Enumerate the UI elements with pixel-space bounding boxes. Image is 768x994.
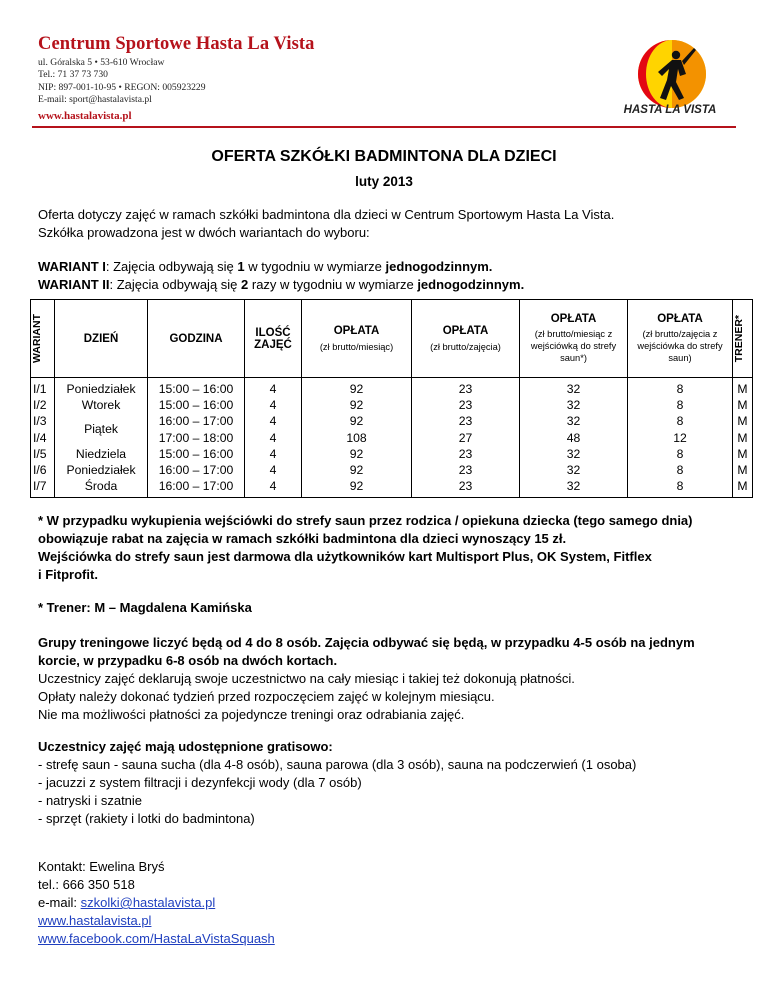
contact-email-line: e-mail: szkolki@hastalavista.pl	[38, 895, 216, 910]
col-wariant: I/1 I/2 I/3 I/4 I/5 I/6 I/7	[31, 378, 55, 498]
table-body-row	[31, 378, 753, 498]
col-oplata-miesiac: 92 92 92 108 92 92 92	[302, 378, 412, 498]
hasta-la-vista-logo-icon	[622, 38, 722, 133]
groups-info	[38, 634, 695, 724]
header-divider	[32, 126, 736, 128]
contact	[38, 858, 275, 948]
company-nip: NIP: 897-001-10-95 • REGON: 005923229	[38, 81, 206, 93]
groups-line: korcie, w przypadku 6-8 osób na dwóch kortach.	[38, 653, 338, 668]
logo-text: HASTA LA VISTA	[623, 104, 717, 116]
company-address: ul. Góralska 5 • 53-610 Wrocław	[38, 57, 165, 68]
col-oplata-zajecia-sauna: 8 8 8 12 8 8 8	[628, 378, 733, 498]
header-oplata-zajecia: OPŁATA (zł brutto/zajęcia)	[412, 300, 520, 378]
company-email: E-mail: sport@hastalavista.pl	[38, 94, 152, 106]
header-trener: TRENER*	[733, 300, 753, 378]
contact-name: Kontakt: Ewelina Bryś	[38, 859, 165, 874]
amenity-item: - strefę saun - sauna sucha (dla 4-8 osób), sauna parowa (dla 3 osób), sauna na podczerwień (1 osoba)	[38, 757, 637, 772]
sauna-note-line: obowiązuje rabat na zajęcia w ramach szkółki badmintona dla dzieci wynoszący 15 zł.	[38, 531, 567, 546]
header-oplata-zajecia-sauna: OPŁATA (zł brutto/zajęcia z wejściówka do strefy saun)	[628, 300, 733, 378]
amenities-heading: Uczestnicy zajęć mają udostępnione gratisowo:	[38, 739, 333, 754]
groups-line: Uczestnicy zajęć deklarują swoje uczestnictwo na cały miesiąc i takiej też dokonują płatności.	[38, 671, 575, 686]
header-wariant: WARIANT	[31, 300, 55, 378]
contact-facebook-link[interactable]: www.facebook.com/HastaLaVistaSquash	[38, 931, 275, 946]
amenities	[38, 738, 636, 828]
header-oplata-miesiac-sauna: OPŁATA (zł brutto/miesiąc z wejściówką do strefy saun*)	[520, 300, 628, 378]
header-dzien: DZIEŃ	[55, 300, 148, 378]
col-trener: M M M M M M M	[733, 378, 753, 498]
page-title: OFERTA SZKÓŁKI BADMINTONA DLA DZIECI	[211, 148, 557, 165]
col-dzien: Poniedziałek Wtorek Piątek Niedziela Poniedziałek Środa	[55, 378, 148, 498]
intro-line: Szkółka prowadzona jest w dwóch wariantach do wyboru:	[38, 225, 370, 240]
sauna-note	[38, 512, 693, 584]
variant-1-line: WARIANT I: Zajęcia odbywają się 1 w tygodniu w wymiarze jednogodzinnym.	[38, 259, 493, 274]
company-phone: Tel.: 71 37 73 730	[38, 69, 108, 81]
contact-phone: tel.: 666 350 518	[38, 877, 135, 892]
groups-line: Grupy treningowe liczyć będą od 4 do 8 osób. Zajęcia odbywać się będą, w przypadku 4-5 osób na jednym	[38, 635, 695, 650]
groups-line: Nie ma możliwości płatności za pojedyncze treningi oraz odrabiania zajęć.	[38, 707, 465, 722]
col-ilosc: 4 4 4 4 4 4 4	[245, 378, 302, 498]
header-oplata-miesiac: OPŁATA (zł brutto/miesiąc)	[302, 300, 412, 378]
schedule-table	[30, 299, 753, 498]
page-subtitle: luty 2013	[355, 174, 413, 189]
sauna-note-line: * W przypadku wykupienia wejściówki do strefy saun przez rodzica / opiekuna dziecka (tego samego dnia)	[38, 513, 693, 528]
company-website[interactable]: www.hastalavista.pl	[38, 110, 132, 122]
col-godzina: 15:00 – 16:00 15:00 – 16:00 16:00 – 17:00 17:00 – 18:00 15:00 – 16:00 16:00 – 17:00 16:00 – 17:00	[148, 378, 245, 498]
header-ilosc: ILOŚĆ ZAJĘĆ	[245, 300, 302, 378]
company-name: Centrum Sportowe Hasta La Vista	[38, 34, 315, 54]
intro-line: Oferta dotyczy zajęć w ramach szkółki badmintona dla dzieci w Centrum Sportowym Hasta La Vista.	[38, 207, 615, 222]
trainer-note: * Trener: M – Magdalena Kamińska	[38, 600, 252, 615]
sauna-note-line: Wejściówka do strefy saun jest darmowa dla użytkowników kart Multisport Plus, OK System, Fitflex	[38, 549, 652, 564]
company-details	[38, 57, 206, 107]
amenity-item: - sprzęt (rakiety i lotki do badmintona)	[38, 811, 255, 826]
col-oplata-miesiac-sauna: 32 32 32 48 32 32 32	[520, 378, 628, 498]
variants	[38, 258, 524, 294]
groups-line: Opłaty należy dokonać tydzień przed rozpoczęciem zajęć w kolejnym miesiącu.	[38, 689, 495, 704]
sauna-note-line: i Fitprofit.	[38, 567, 98, 582]
contact-email-link[interactable]: szkolki@hastalavista.pl	[80, 895, 216, 910]
table-header-row	[31, 300, 753, 378]
contact-website-link[interactable]: www.hastalavista.pl	[38, 913, 152, 928]
amenity-item: - natryski i szatnie	[38, 793, 143, 808]
amenity-item: - jacuzzi z system filtracji i dezynfekcji wody (dla 7 osób)	[38, 775, 362, 790]
intro	[38, 206, 614, 242]
header-godzina: GODZINA	[148, 300, 245, 378]
col-oplata-zajecia: 23 23 23 27 23 23 23	[412, 378, 520, 498]
variant-2-line: WARIANT II: Zajęcia odbywają się 2 razy w tygodniu w wymiarze jednogodzinnym.	[38, 277, 525, 292]
